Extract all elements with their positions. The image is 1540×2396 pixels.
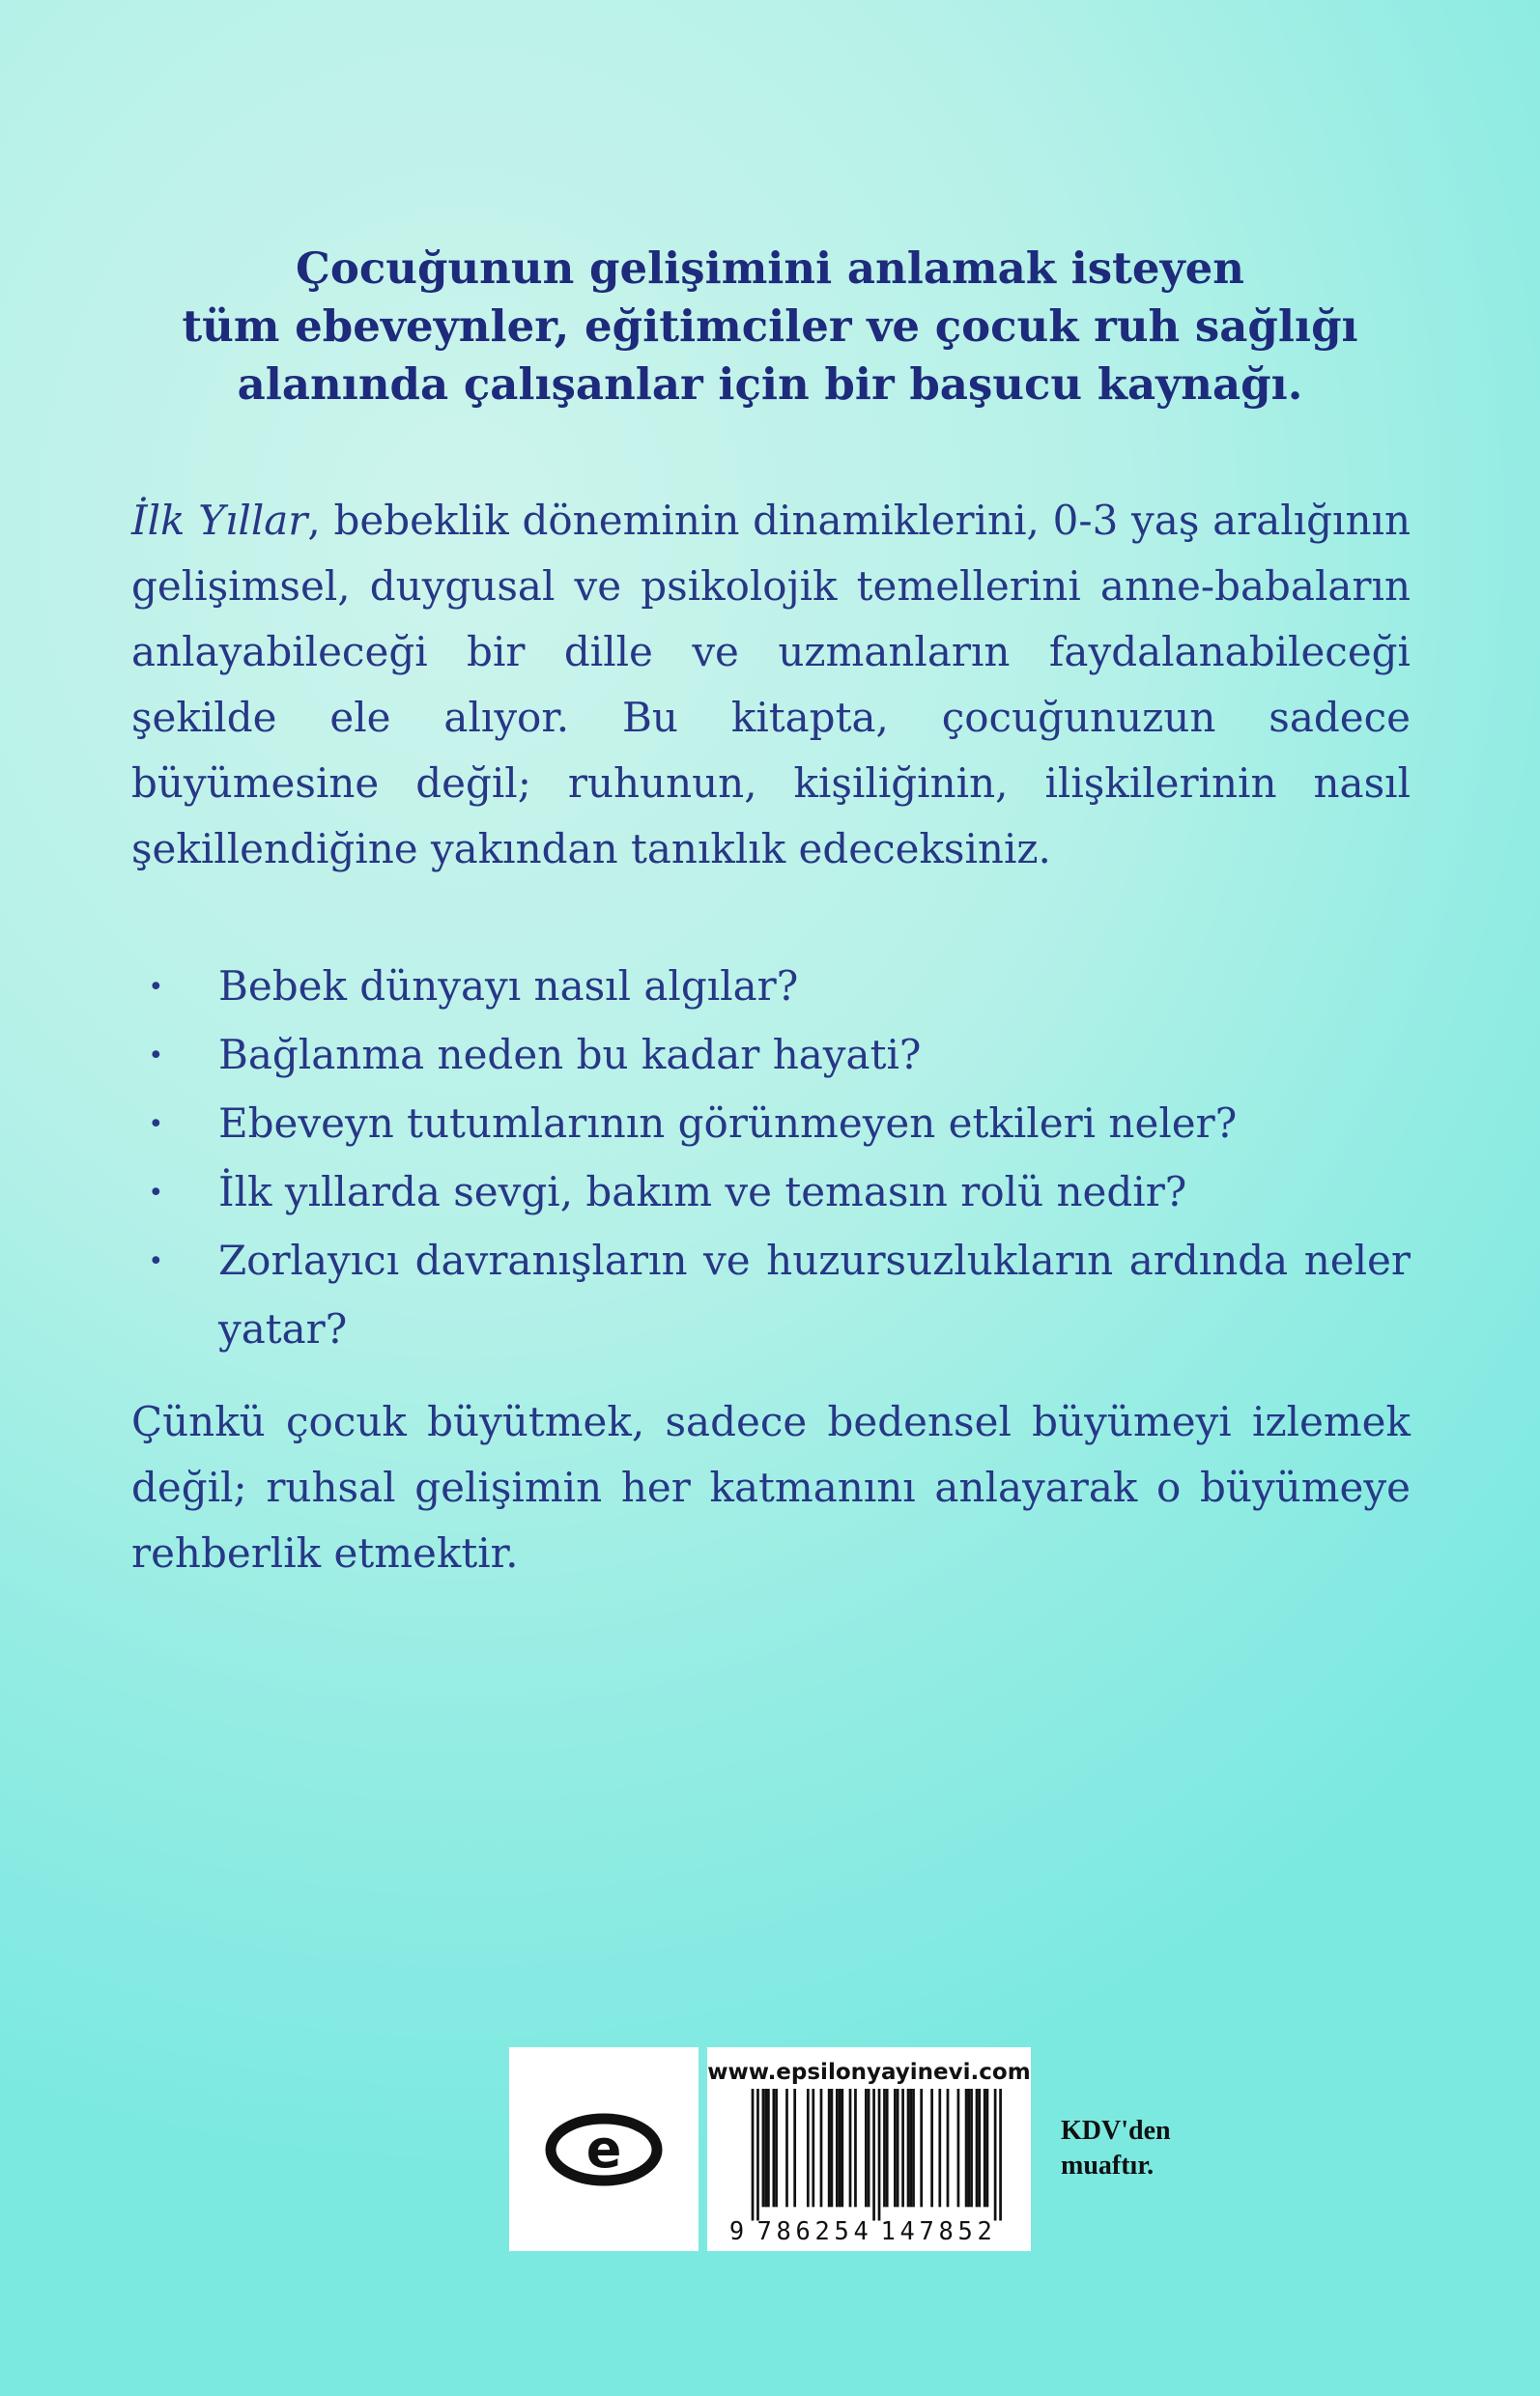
intro-paragraph-text: , bebeklik döneminin dinamiklerini, 0-3 yaş aralığının gelişimsel, duygusal ve psikolojik temellerini anne-babaların anlayabileceği bir dille ve uzmanların faydalanabileceği şekilde ele alıyor. Bu kitapta, çocuğunuzun sadece büyümesine değil; ruhunun, kişiliğinin, ilişkilerinin nasıl şekillendiğine yakından tanıklık edeceksiniz.	[131, 497, 1412, 872]
blurb-heading	[0, 240, 1540, 414]
list-item-text: Bağlanma neden bu kadar hayati?	[218, 1031, 922, 1078]
barcode-bars	[751, 2089, 1001, 2220]
bullet-dot-icon: ·	[149, 1237, 163, 1284]
epsilon-logo-icon	[544, 2113, 664, 2186]
bullet-dot-icon: ·	[149, 1168, 163, 1215]
barcode-digits-left: 786254	[756, 2216, 873, 2243]
publisher-logo-box	[509, 2047, 699, 2251]
bullet-dot-icon: ·	[149, 962, 163, 1010]
tax-note-line: KDV'den	[1061, 2116, 1171, 2146]
publisher-website: www.epsilonyayinevi.com	[707, 2060, 1031, 2085]
tax-note-line: muaftır.	[1061, 2151, 1155, 2181]
blurb-heading-line: alanında çalışanlar için bir başucu kaynağı.	[237, 358, 1303, 410]
list-item	[131, 952, 1411, 1020]
barcode	[724, 2089, 1015, 2243]
list-item-text: İlk yıllarda sevgi, bakım ve temasın rolü nedir?	[218, 1168, 1187, 1215]
epsilon-logo-glyph: e	[585, 2118, 622, 2180]
list-item-text: Ebeveyn tutumlarının görünmeyen etkileri neler?	[218, 1099, 1238, 1147]
list-item-text: Bebek dünyayı nasıl algılar?	[218, 962, 799, 1010]
blurb-heading-line: Çocuğunun gelişimini anlamak isteyen	[296, 242, 1244, 294]
barcode-box	[707, 2047, 1031, 2251]
list-item-text: Zorlayıcı davranışların ve huzursuzlukların ardında neler yatar?	[218, 1237, 1411, 1353]
closing-paragraph: Çünkü çocuk büyütmek, sadece bedensel büyümeyi izlemek değil; ruhsal gelişimin her katmanını anlayarak o büyümeye rehberlik etmektir.	[131, 1398, 1411, 1577]
list-item	[131, 1226, 1411, 1363]
intro-paragraph	[131, 488, 1411, 882]
bullet-dot-icon: ·	[149, 1031, 163, 1078]
barcode-digits-right: 147852	[880, 2216, 997, 2243]
blurb-heading-line: tüm ebeveynler, eğitimciler ve çocuk ruh sağlığı	[182, 300, 1358, 352]
bullet-dot-icon: ·	[149, 1099, 163, 1147]
book-title-italic: İlk Yıllar	[131, 497, 308, 544]
list-item	[131, 1089, 1411, 1157]
list-item	[131, 1157, 1411, 1226]
tax-note	[1061, 2114, 1171, 2183]
bullet-list	[131, 952, 1411, 1363]
list-item	[131, 1020, 1411, 1089]
barcode-digit-lead: 9	[728, 2216, 744, 2243]
